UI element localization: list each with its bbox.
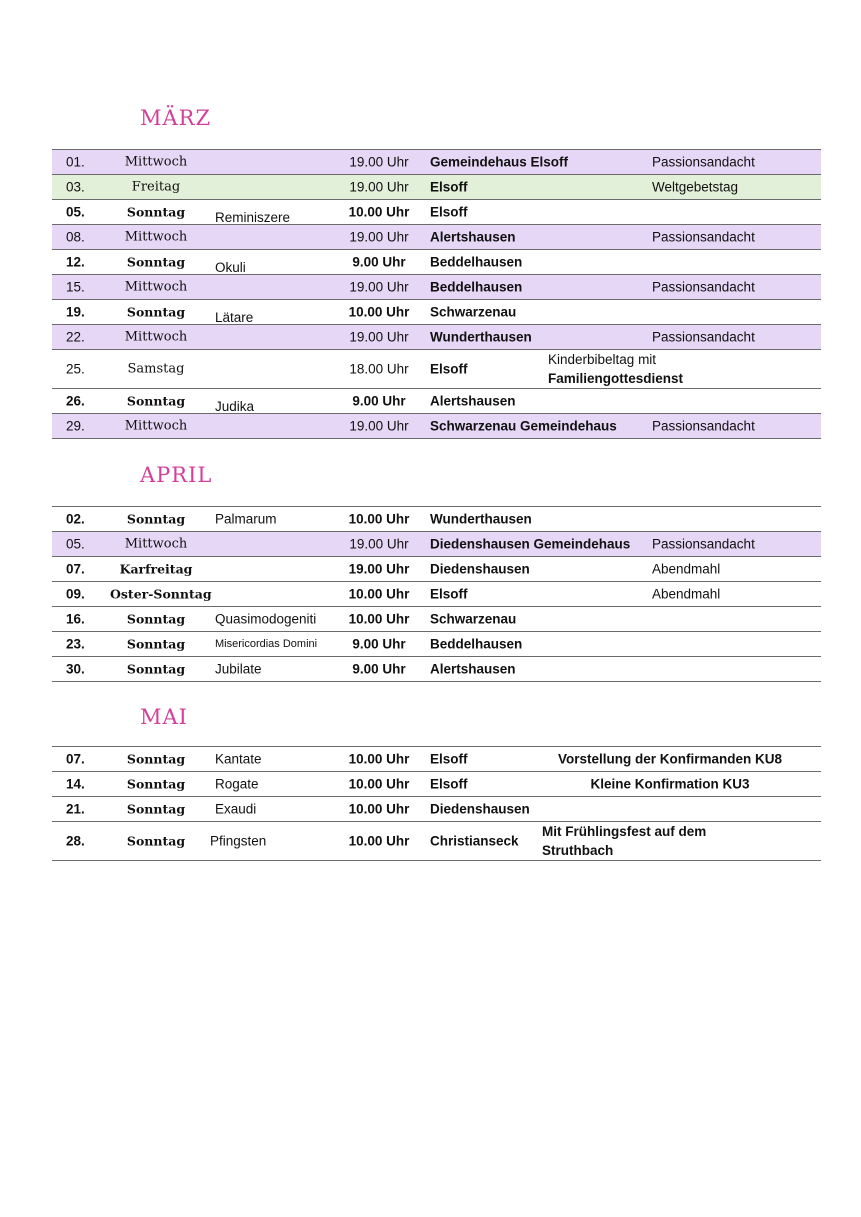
time: 10.00 Uhr xyxy=(348,611,410,627)
weekday: Sonntag xyxy=(126,304,186,320)
date: 29. xyxy=(66,418,85,434)
schedule-table-april xyxy=(52,506,821,682)
liturgical-name: Quasimodogeniti xyxy=(215,611,317,627)
time: 19.00 Uhr xyxy=(349,229,409,245)
table-row xyxy=(52,150,821,175)
month-heading-maerz: MÄRZ xyxy=(140,106,212,130)
table-row xyxy=(52,582,821,607)
note-line-1: Kinderbibeltag mit xyxy=(548,352,657,367)
weekday: Oster-Sonntag xyxy=(110,586,212,602)
note: Abendmahl xyxy=(652,586,721,602)
table-row xyxy=(52,557,821,582)
date: 14. xyxy=(66,776,85,792)
location: Elsoff xyxy=(430,751,468,767)
table-row xyxy=(52,250,821,275)
date: 03. xyxy=(66,179,85,195)
location: Elsoff xyxy=(430,204,468,220)
weekday: Samstag xyxy=(127,361,185,377)
table-row xyxy=(52,532,821,557)
note-line-2: Struthbach xyxy=(542,843,614,858)
date: 07. xyxy=(66,751,85,767)
time: 9.00 Uhr xyxy=(352,636,406,652)
weekday: Mittwoch xyxy=(124,229,188,245)
weekday: Sonntag xyxy=(126,511,186,527)
weekday: Sonntag xyxy=(126,751,186,767)
liturgical-name: Lätare xyxy=(215,310,254,325)
liturgical-name: Kantate xyxy=(215,751,262,767)
liturgical-name: Misericordias Domini xyxy=(215,638,318,650)
schedule-table-maerz xyxy=(52,149,821,439)
date: 02. xyxy=(66,511,85,527)
table-row xyxy=(52,607,821,632)
time: 19.00 Uhr xyxy=(349,418,409,434)
table-row xyxy=(52,747,821,772)
note: Abendmahl xyxy=(652,561,721,577)
weekday: Freitag xyxy=(131,179,181,195)
date: 07. xyxy=(66,561,85,577)
table-row xyxy=(52,797,821,822)
time: 9.00 Uhr xyxy=(352,254,406,270)
month-heading-mai: MAI xyxy=(140,705,188,729)
table-row xyxy=(52,414,821,439)
location: Schwarzenau Gemeindehaus xyxy=(430,418,617,434)
weekday: Sonntag xyxy=(126,636,186,652)
location: Schwarzenau xyxy=(430,611,517,627)
note xyxy=(548,350,768,388)
weekday: Sonntag xyxy=(126,661,186,677)
weekday: Sonntag xyxy=(126,611,186,627)
time: 19.00 Uhr xyxy=(349,179,409,195)
location: Elsoff xyxy=(430,179,468,195)
date: 23. xyxy=(66,636,85,652)
date: 12. xyxy=(66,254,85,270)
time: 10.00 Uhr xyxy=(348,751,410,767)
note: Vorstellung der Konfirmanden KU8 xyxy=(557,751,783,767)
table-row xyxy=(52,632,821,657)
time: 10.00 Uhr xyxy=(348,511,410,527)
location: Elsoff xyxy=(430,586,468,602)
table-row xyxy=(52,325,821,350)
time: 19.00 Uhr xyxy=(349,329,409,345)
time: 19.00 Uhr xyxy=(349,279,409,295)
date: 22. xyxy=(66,329,85,345)
time: 10.00 Uhr xyxy=(348,204,410,220)
weekday: Sonntag xyxy=(126,204,186,220)
table-row xyxy=(52,772,821,797)
date: 21. xyxy=(66,801,85,817)
weekday: Sonntag xyxy=(126,776,186,792)
note: Passionsandacht xyxy=(652,154,755,170)
location: Christianseck xyxy=(430,833,519,849)
weekday: Sonntag xyxy=(126,254,186,270)
date: 26. xyxy=(66,393,85,409)
liturgical-name: Rogate xyxy=(215,776,259,792)
time: 9.00 Uhr xyxy=(352,393,406,409)
time: 10.00 Uhr xyxy=(348,304,410,320)
time: 19.00 Uhr xyxy=(349,536,409,552)
time: 19.00 Uhr xyxy=(349,154,409,170)
weekday: Mittwoch xyxy=(124,279,188,295)
date: 05. xyxy=(66,536,85,552)
note: Kleine Konfirmation KU3 xyxy=(590,776,750,792)
location: Alertshausen xyxy=(430,393,516,409)
date: 09. xyxy=(66,586,85,602)
liturgical-name: Palmarum xyxy=(215,511,277,527)
note xyxy=(542,822,762,860)
weekday: Karfreitag xyxy=(119,561,193,577)
note-line-1: Mit Frühlingsfest auf dem xyxy=(542,824,707,839)
note: Passionsandacht xyxy=(652,536,755,552)
table-row xyxy=(52,507,821,532)
note: Passionsandacht xyxy=(652,229,755,245)
location: Gemeindehaus Elsoff xyxy=(430,154,569,170)
table-row xyxy=(52,389,821,414)
location: Alertshausen xyxy=(430,661,516,677)
date: 19. xyxy=(66,304,85,320)
note: Passionsandacht xyxy=(652,329,755,345)
time: 10.00 Uhr xyxy=(348,833,410,849)
time: 9.00 Uhr xyxy=(352,661,406,677)
liturgical-name: Pfingsten xyxy=(210,833,267,849)
liturgical-name: Jubilate xyxy=(215,661,262,677)
location: Beddelhausen xyxy=(430,279,523,295)
date: 01. xyxy=(66,154,85,170)
note: Passionsandacht xyxy=(652,418,755,434)
liturgical-name: Reminiszere xyxy=(215,210,291,225)
date: 30. xyxy=(66,661,85,677)
table-row xyxy=(52,350,821,389)
weekday: Sonntag xyxy=(126,833,186,849)
time: 10.00 Uhr xyxy=(348,801,410,817)
location: Diedenshausen xyxy=(430,561,530,577)
note: Weltgebetstag xyxy=(652,179,739,195)
weekday: Mittwoch xyxy=(124,418,188,434)
date: 28. xyxy=(66,833,85,849)
location: Wunderthausen xyxy=(430,329,532,345)
table-row xyxy=(52,300,821,325)
location: Wunderthausen xyxy=(430,511,532,527)
time: 10.00 Uhr xyxy=(348,776,410,792)
liturgical-name: Exaudi xyxy=(215,801,257,817)
weekday: Sonntag xyxy=(126,393,186,409)
time: 18.00 Uhr xyxy=(349,361,409,377)
date: 05. xyxy=(66,204,85,220)
date: 15. xyxy=(66,279,85,295)
date: 08. xyxy=(66,229,85,245)
table-row xyxy=(52,657,821,682)
table-row xyxy=(52,200,821,225)
location: Schwarzenau xyxy=(430,304,517,320)
weekday: Mittwoch xyxy=(124,154,188,170)
time: 10.00 Uhr xyxy=(348,586,410,602)
liturgical-name: Okuli xyxy=(215,260,246,275)
table-row xyxy=(52,175,821,200)
liturgical-name: Judika xyxy=(215,399,255,414)
location: Diedenshausen xyxy=(430,801,530,817)
weekday: Mittwoch xyxy=(124,329,188,345)
table-row xyxy=(52,275,821,300)
time: 19.00 Uhr xyxy=(348,561,410,577)
location: Elsoff xyxy=(430,361,468,377)
location: Diedenshausen Gemeindehaus xyxy=(430,536,631,552)
date: 25. xyxy=(66,361,85,377)
weekday: Sonntag xyxy=(126,801,186,817)
table-row xyxy=(52,225,821,250)
date: 16. xyxy=(66,611,85,627)
note: Passionsandacht xyxy=(652,279,755,295)
month-heading-april: APRIL xyxy=(140,463,213,487)
location: Beddelhausen xyxy=(430,254,523,270)
location: Elsoff xyxy=(430,776,468,792)
location: Alertshausen xyxy=(430,229,516,245)
table-row xyxy=(52,822,821,861)
schedule-table-mai xyxy=(52,746,821,861)
weekday: Mittwoch xyxy=(124,536,188,552)
note-line-2: Familiengottesdienst xyxy=(548,371,684,386)
location: Beddelhausen xyxy=(430,636,523,652)
